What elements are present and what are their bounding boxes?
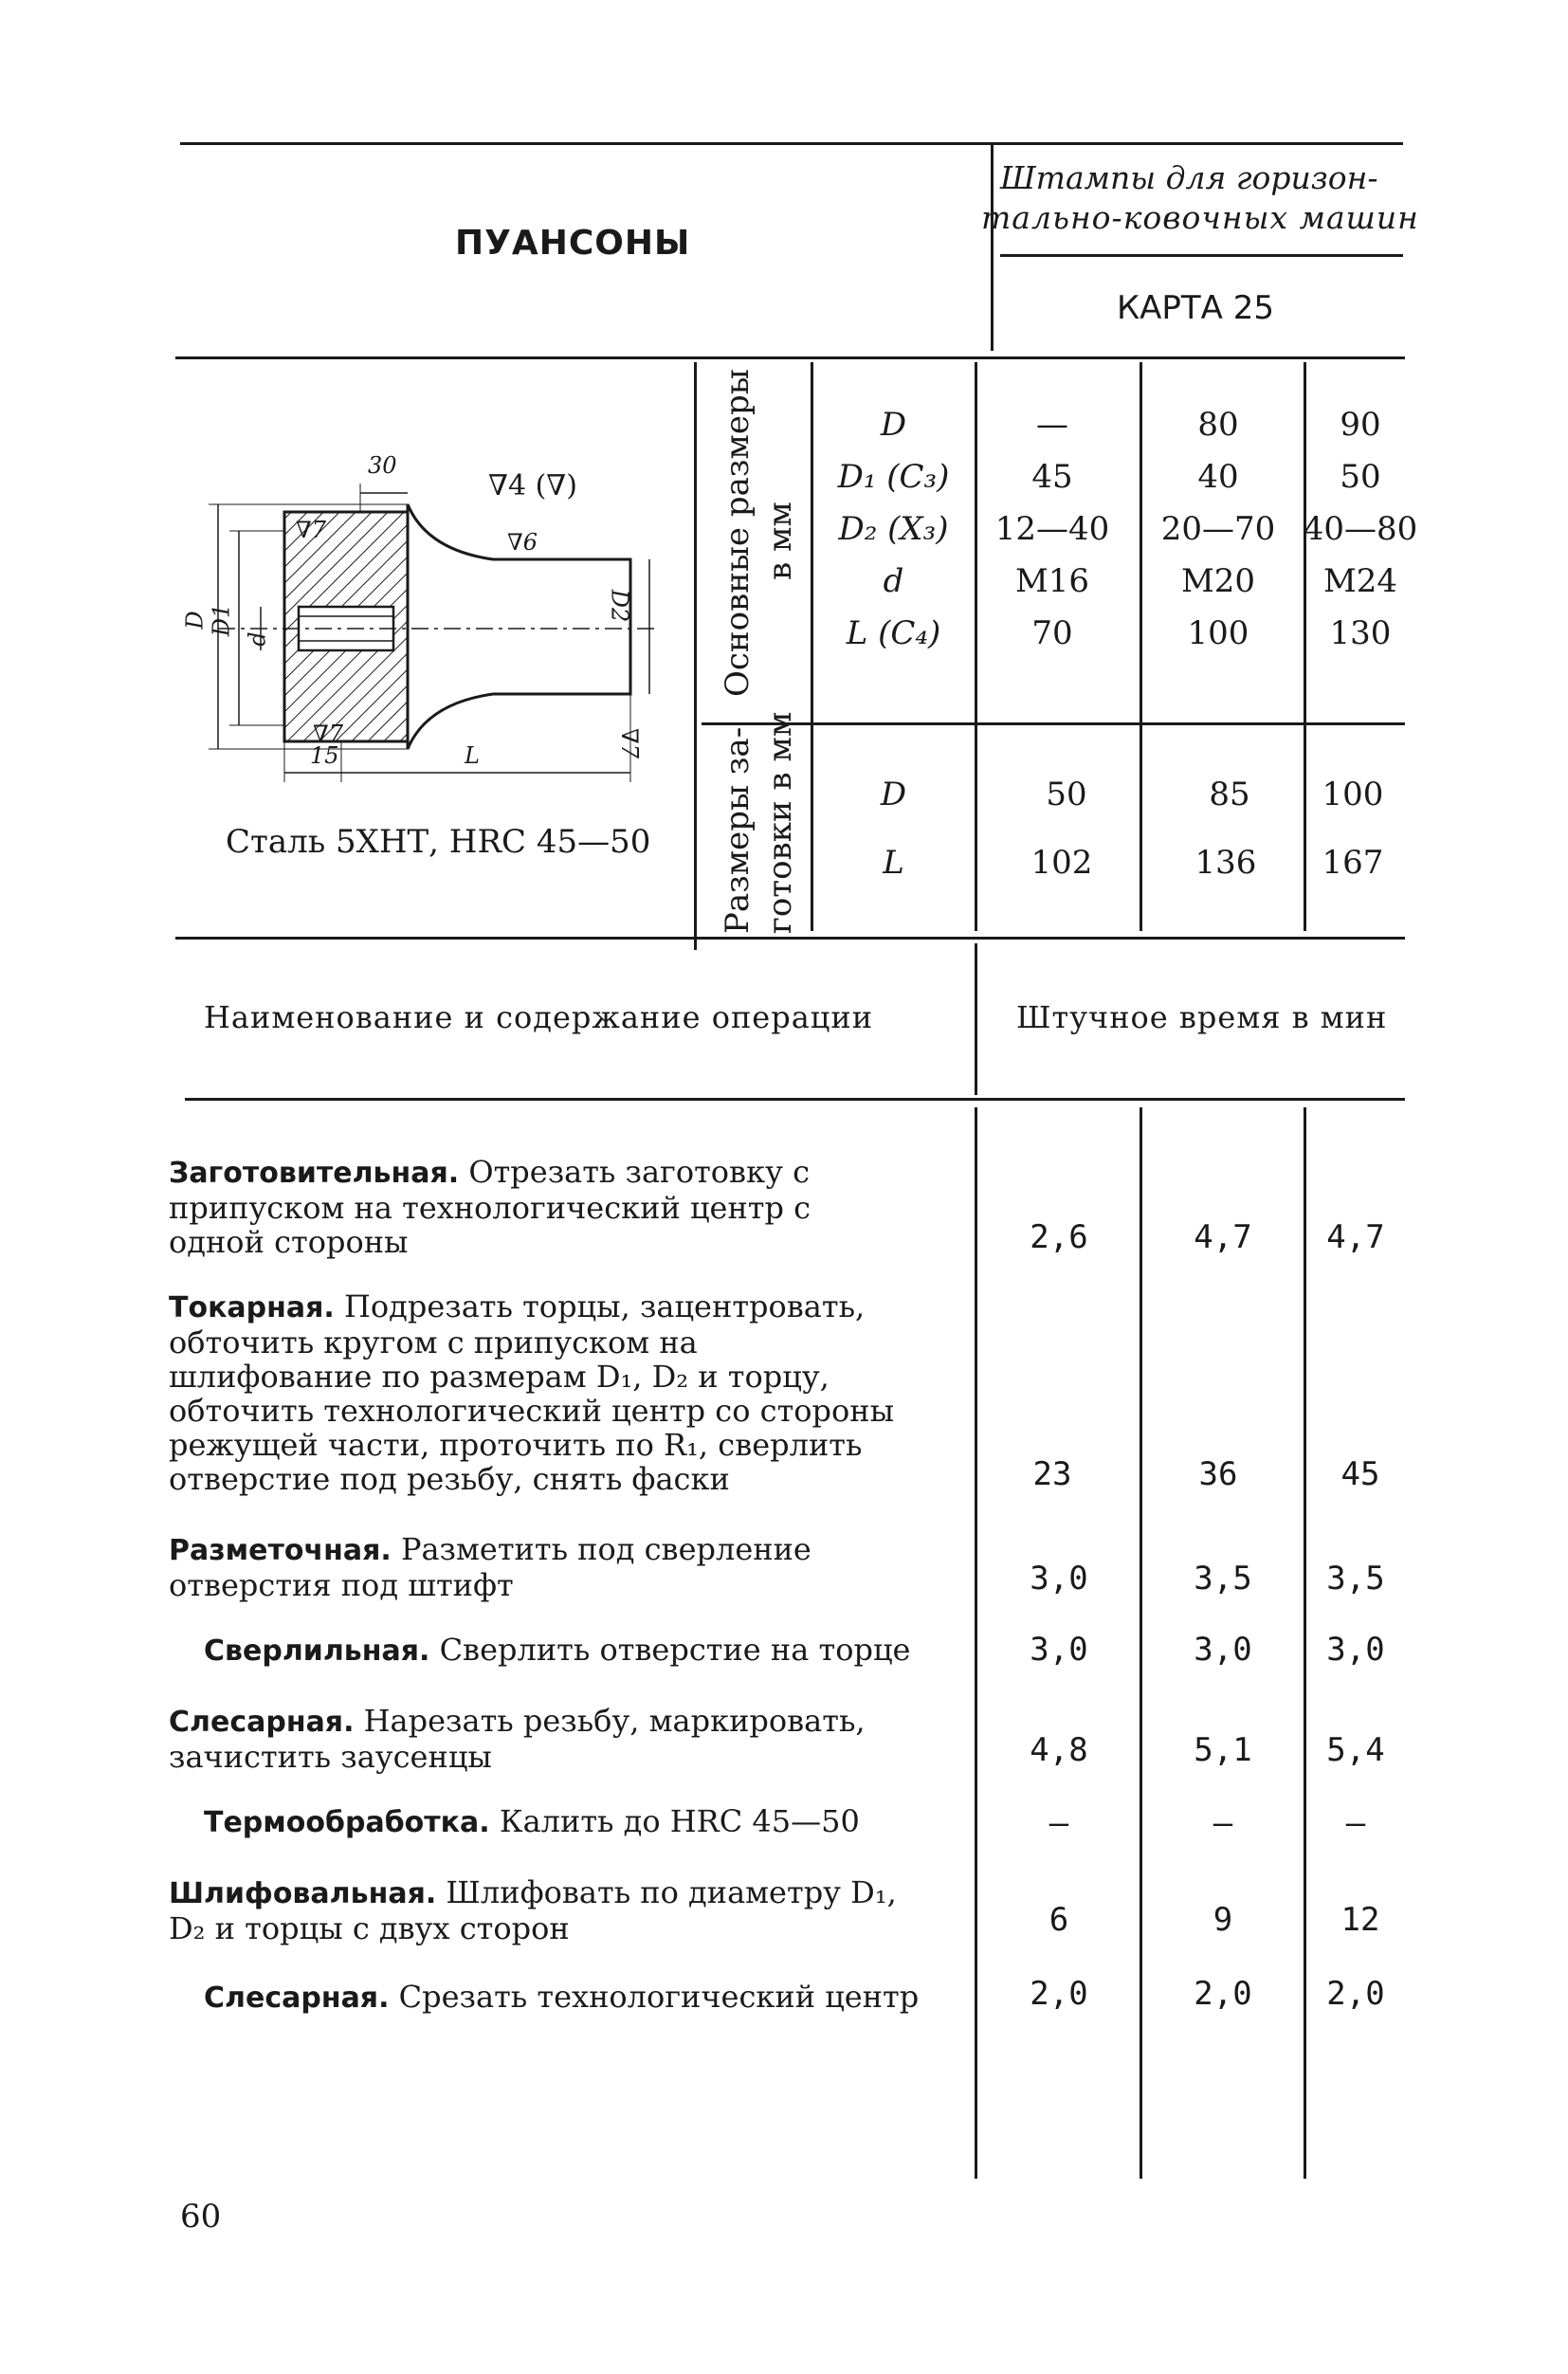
time-value: — [1048, 1804, 1069, 1842]
time-value: 2,0 [1194, 1975, 1252, 2013]
operation-text: Отрезать заготовку с припуском на технологический центр с одной стороны [169, 1154, 811, 1260]
roughness-7b: ∇7 [313, 721, 344, 747]
punch-drawing [180, 446, 673, 796]
dims-row-value: 70 [1031, 614, 1073, 652]
dims-label-line2: в мм [761, 502, 799, 580]
dim-30-label: 30 [368, 452, 397, 479]
ops-time-heading: Штучное время в мин [1016, 999, 1388, 1035]
blank-row-value: 85 [1209, 776, 1250, 813]
time-value: — [1345, 1804, 1366, 1842]
operation-name: Слесарная. [204, 1981, 390, 2015]
time-value: 2,0 [1326, 1975, 1385, 2013]
operation-name: Термообработка. [204, 1806, 490, 1839]
ops-header-divider [975, 943, 977, 1095]
time-value: 5,4 [1326, 1731, 1385, 1769]
operation-item [169, 1704, 908, 1774]
dims-row-name: d [883, 562, 904, 600]
operation-item [169, 1155, 889, 1259]
header-bottom-rule [175, 356, 1405, 359]
dims-row-value: 12—40 [994, 510, 1110, 548]
blank-row-value: 167 [1322, 844, 1384, 882]
dims-row-value: 40 [1197, 458, 1239, 496]
time-value: 12 [1340, 1901, 1380, 1939]
roughness-7c: ∇7 [616, 727, 644, 759]
dims-name-border [811, 362, 813, 931]
dims-mid-rule [702, 722, 1405, 725]
operation-text: Калить до HRC 45—50 [489, 1803, 860, 1839]
dims-col1-border [975, 362, 977, 931]
operation-item [169, 1532, 889, 1602]
time-value: 6 [1048, 1901, 1069, 1939]
roughness-6: ∇6 [507, 529, 538, 556]
dims-row-value: 80 [1197, 406, 1239, 444]
ops-col2-border [1140, 1107, 1142, 2179]
operation-item [169, 1289, 899, 1496]
time-value: 2,6 [1030, 1218, 1088, 1256]
time-value: 3,0 [1194, 1631, 1252, 1669]
operation-text: Срезать технологический центр [389, 1979, 920, 2015]
dims-row-value: 100 [1187, 614, 1249, 652]
page-number: 60 [180, 2198, 222, 2236]
dims-bottom-rule [175, 937, 1405, 940]
dims-row-name: L (C₄) [846, 614, 941, 652]
time-value: — [1212, 1804, 1233, 1842]
dim-L-label: L [465, 742, 480, 769]
card-rule [1000, 254, 1403, 257]
dims-row-value: 40—80 [1303, 510, 1418, 548]
dims-row-value: M20 [1180, 562, 1256, 600]
dims-row-value: M16 [1014, 562, 1090, 600]
operation-text: Шлифовать по диаметру D₁, D₂ и торцы с двух сторон [169, 1874, 897, 1946]
dim-15-label: 15 [310, 742, 339, 769]
blank-row-name: D [880, 776, 907, 813]
operation-text: Сверлить отверстие на торце [429, 1632, 911, 1668]
dims-row-value: 130 [1329, 614, 1392, 652]
top-rule [180, 142, 1403, 145]
blank-row-value: 102 [1030, 844, 1093, 882]
time-value: 45 [1340, 1455, 1380, 1493]
ops-header-rule [185, 1098, 1405, 1101]
operation-item [169, 1875, 908, 1945]
dims-row-value: 50 [1340, 458, 1381, 496]
ops-name-heading: Наименование и содержание операции [204, 999, 874, 1035]
dim-d-label: d [244, 631, 271, 647]
subtitle-line1: Штампы для горизон- [1000, 159, 1378, 196]
header-divider [991, 142, 994, 351]
dim-D1-label: D1 [208, 603, 235, 637]
operation-name: Слесарная. [169, 1706, 355, 1739]
time-value: 3,0 [1030, 1560, 1088, 1598]
blank-label-line2: готовки в мм [761, 711, 799, 934]
time-value: 4,8 [1030, 1731, 1088, 1769]
time-value: 36 [1198, 1455, 1238, 1493]
material-note: Сталь 5ХНТ, HRC 45—50 [226, 823, 651, 861]
operation-item [204, 1980, 924, 2016]
dims-row-value: 20—70 [1160, 510, 1276, 548]
operation-text: Подрезать торцы, зацентровать, обточить кругом с припуском на шлифование по размерам D₁, D₂ и торцу, обточить технологический центр со стороны режущей части, проточить по R₁, сверлить отверстие под резьбу, снять фаски [169, 1288, 895, 1497]
roughness-7a: ∇7 [296, 517, 327, 543]
card-number: КАРТА 25 [1117, 289, 1274, 327]
operation-item [204, 1633, 924, 1669]
time-value: 9 [1212, 1901, 1233, 1939]
blank-label-line1: Размеры за- [719, 726, 757, 934]
dims-row-value: 45 [1031, 458, 1073, 496]
time-value: 23 [1032, 1455, 1072, 1493]
time-value: 3,5 [1326, 1560, 1385, 1598]
subtitle-line2: тально-ковочных машин [981, 199, 1419, 236]
operation-item [204, 1804, 924, 1840]
blank-row-value: 136 [1194, 844, 1257, 882]
blank-row-value: 50 [1046, 776, 1087, 813]
dim-D-label: D [181, 611, 209, 630]
roughness-general: ∇4 (∇) [488, 469, 577, 502]
dim-D2-label: D2 [606, 589, 633, 623]
dims-row-name: D₂ (X₃) [838, 510, 949, 548]
operation-name: Токарная. [169, 1291, 335, 1324]
blank-row-value: 100 [1322, 776, 1384, 813]
dims-row-value: M24 [1322, 562, 1398, 600]
time-value: 3,0 [1326, 1631, 1385, 1669]
operation-name: Заготовительная. [169, 1157, 460, 1190]
operation-text: Разметить под сверление отверстия под штифт [169, 1531, 811, 1603]
time-value: 3,5 [1194, 1560, 1252, 1598]
time-value: 5,1 [1194, 1731, 1252, 1769]
operation-text: Нарезать резьбу, маркировать, зачистить заусенцы [169, 1703, 866, 1775]
blank-row-name: L [883, 844, 904, 882]
dims-left-border [694, 362, 697, 950]
time-value: 4,7 [1194, 1218, 1252, 1256]
time-value: 4,7 [1326, 1218, 1385, 1256]
time-value: 3,0 [1030, 1631, 1088, 1669]
dims-row-name: D [880, 406, 907, 444]
ops-col1-border [975, 1107, 977, 2179]
page-title: ПУАНСОНЫ [455, 224, 691, 263]
dims-row-value: — [1036, 406, 1068, 444]
operation-name: Разметочная. [169, 1534, 392, 1567]
dims-row-value: 90 [1340, 406, 1381, 444]
operation-name: Шлифовальная. [169, 1877, 437, 1910]
time-value: 2,0 [1030, 1975, 1088, 2013]
dims-label-line1: Основные размеры [719, 369, 757, 697]
dims-row-name: D₁ (C₃) [837, 458, 950, 496]
operation-name: Сверлильная. [204, 1634, 430, 1668]
dims-col2-border [1140, 362, 1142, 931]
